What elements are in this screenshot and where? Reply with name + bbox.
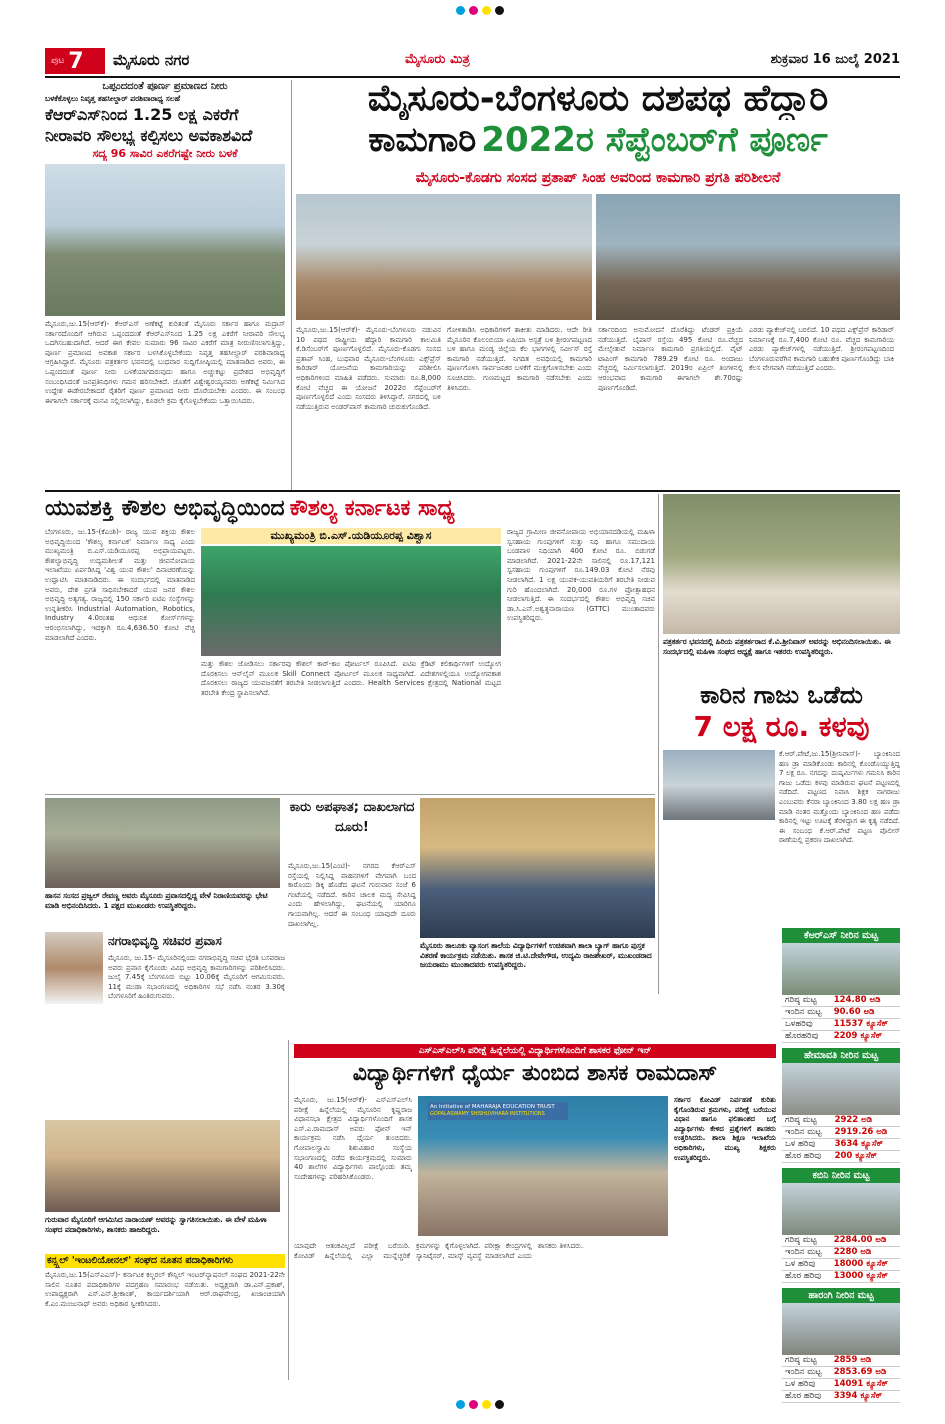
dam-krs-row2-value: 90.60 ಅಡಿ bbox=[831, 1007, 900, 1019]
bags-caption: ಮೈಸೂರು ತಾಲೂಕು ವ್ಯಾಸಂಗ ಶಾಲೆಯ ವಿದ್ಯಾರ್ಥಿಗಳಿಗೆ ಉಚಿತವಾಗಿ ಶಾಲಾ ಬ್ಯಾಗ್ ಹಾಗೂ ಪುಸ್ತಕ ವಿತರಣೆ ಕಾರ್ಯಕ್ರಮ ನಡೆಯಿತು. ಶಾಸಕ ಜಿ.ಟಿ.ದೇವೇಗೌಡ, ಉದ್ಯಮಿ ರಾಜಶೇಖರ್, ಮುಖಂಡರಾದ ಜಯರಾಮು ಮುಂತಾದವರು ಉಪಸ್ಥಿತರಿದ್ದರು. bbox=[420, 941, 652, 969]
krs-headline-line1: ಕೆಆರ್‌ಎಸ್‌ನಿಂದ 1.25 ಲಕ್ಷ ಎಕರೆಗೆ bbox=[45, 105, 239, 124]
skill-mid-body: ಮತ್ತು ಕೌಶಲ ಜೋಡಿಸಲು ಸರ್ಕಾರವು ಕೌಶಲ್ ಕಾರ್-ಕಾಂ ಪೋರ್ಟಲ್ ರೂಪಿಸಿದೆ. ಐಟಿಐ ಕ್ರೆಡಿಟ್ ಕಲಿಕಾರ್ಥಿಗಳಿಗೆ ಉದ್ಯೋಗ ದೊರಕಿಸಲು ಆನ್‌ಲೈನ್ ಮೂಲಕ Skill Connect ಪೋರ್ಟಲ್ ಮೂಲಕ ಸಾಧ್ಯವಾಗಿದೆ. ವಿದೇಶಗಳಲ್ಲಿಯೂ ಉದ್ಯೋಗವಕಾಶ ದೊರಕಿಸಲು ರಾಜ್ಯದ ಯುವಜನತೆಗೆ ತರಬೇತಿ ನೀಡಲಾಗುತ್ತಿದೆ ಎಂದರು. Health Services ಕ್ಷೇತ್ರದಲ್ಲಿ National ಮಟ್ಟದ ತರಬೇತಿ ಕೇಂದ್ರ ಸ್ಥಾಪಿಸಲಾಗಿದೆ. bbox=[201, 660, 501, 697]
krs-deck: ಸದ್ಯ 96 ಸಾವಿರ ಎಕರೆಗಷ್ಟೇ ನೀರು ಬಳಕೆ bbox=[92, 147, 238, 160]
minister-headline: ನಗರಾಭಿವೃದ್ಧಿ ಸಚಿವರ ಪ್ರವಾಸ bbox=[108, 934, 222, 948]
phonein-kicker: ಎಸ್‌ಎಸ್‌ಎಲ್‌ಸಿ ಪರೀಕ್ಷೆ ಹಿನ್ನೆಲೆಯಲ್ಲಿ ವಿದ್ಯಾರ್ಥಿಗಳೊಂದಿಗೆ ಶಾಸಕರ ಫೋನ್ ಇನ್ bbox=[294, 1044, 776, 1058]
dam-krs-row4-label: ಹೊರಹರಿವು bbox=[782, 1031, 831, 1043]
dam-krs-row3-value: 11537 ಕ್ಯೂಸೆಕ್ bbox=[831, 1019, 900, 1031]
dam-harangi-title: ಹಾರಂಗಿ ನೀರಿನ ಮಟ್ಟ bbox=[782, 1288, 900, 1303]
dam-krs-row2-label: ಇಂದಿನ ಮಟ್ಟ bbox=[782, 1007, 831, 1019]
phonein-body-2: ಯಾವುದೇ ಆತಂಕವಿಲ್ಲದೆ ಪರೀಕ್ಷೆ ಬರೆಯಿರಿ. ಕೋವಿಡ್ ಹಿನ್ನೆಲೆಯಲ್ಲಿ ಎಲ್ಲಾ ಮುನ್ನೆಚ್ಚರಿಕೆ ಕ್ರಮಗಳನ್ನು ಕೈಗೊಳ್ಳಲಾಗಿದೆ. ಪರೀಕ್ಷಾ ಕೇಂದ್ರಗಳಲ್ಲಿ ಸ್ಯಾನಿಟೈಸರ್, ಮಾಸ್ಕ್ ವ್ಯವಸ್ಥೆ ಮಾಡಲಾಗಿದೆ ಎಂದು ಶಾಸಕರು ತಿಳಿಸಿದರು. bbox=[294, 1242, 584, 1260]
bags-story bbox=[420, 798, 655, 1001]
photo-left-caption: ಹಾಸನ ಸಂಸದ ಪ್ರಜ್ವಲ್ ರೇವಣ್ಣ ಅವರು ಮೈಸೂರು ಪ್ರವಾಸದಲ್ಲಿದ್ದ ವೇಳೆ ನಿರಾಣಿಯವರನ್ನು ಭೇಟಿ ಮಾಡಿ ಅಭಿನಂದಿಸಿದರು. 1 ಪಕ್ಷದ ಮುಖಂಡರು ಉಪಸ್ಥಿತರಿದ್ದರು. bbox=[45, 891, 268, 910]
photo-left-image bbox=[45, 798, 280, 888]
dam-kabini-title: ಕಬಿನಿ ನೀರಿನ ಮಟ್ಟ bbox=[782, 1168, 900, 1183]
minister-story bbox=[45, 932, 285, 1122]
dam-krs-title: ಕೆಆರ್‌ಎಸ್ ನೀರಿನ ಮಟ್ಟ bbox=[782, 928, 900, 943]
dam-kabini-photo bbox=[782, 1183, 900, 1235]
phonein-banner-line1: An Initiative of MAHARAJA EDUCATION TRUST bbox=[430, 1104, 555, 1110]
skill-headline-black: ಯುವಶಕ್ತಿ ಕೌಶಲ ಅಭಿವೃದ್ಧಿಯಿಂದ bbox=[45, 496, 285, 521]
dam-krs-photo bbox=[782, 943, 900, 995]
col-divider-3 bbox=[288, 1040, 289, 1380]
col-divider-2 bbox=[658, 494, 659, 994]
felicitation-story bbox=[663, 494, 900, 677]
phonein-banner bbox=[428, 1102, 568, 1120]
krs-story bbox=[45, 80, 285, 510]
dam-harangi bbox=[782, 1288, 900, 1403]
dam-hemavathi-row1-label: ಗರಿಷ್ಠ ಮಟ್ಟ bbox=[782, 1115, 832, 1127]
accident-story bbox=[288, 798, 416, 1032]
krs-body: ಮೈಸೂರು,ಜು.15(ಆರ್‌ಕೆ)- ಕೆಆರ್‌ಎಸ್ ಅಣೆಕಟ್ಟೆ ಕುರಿತಂತೆ ಮೈಸೂರು ಸರ್ಕಾರ ಹಾಗೂ ಮದ್ರಾಸ್ ಸರ್ಕಾರದೊಂದಿಗೆ ಆಗಿರುವ ಒಪ್ಪಂದದಂತೆ ಕೆಆರ್‌ಎಸ್‌ನಿಂದ 1.25 ಲಕ್ಷ ಎಕರೆಗೆ ನೀರಾವರಿ ಸೌಲಭ್ಯ ಒದಗಿಸಬಹುದಾಗಿದೆ. ಆದರೆ ಈಗ ಕೇವಲ ಸುಮಾರು 96 ಸಾವಿರ ಎಕರೆಗೆ ಮಾತ್ರ ನೀರುಣಿಸಲಾಗುತ್ತಿದ್ದು, ಪೂರ್ಣ ಪ್ರಮಾಣದ ಅವಕಾಶ ಸರ್ಕಾರ ಬಳಸಿಕೊಳ್ಳಬೇಕೆಂದು ನಿವೃತ್ತ ತಹಸೀಲ್ದಾರ್ ಪರಶಿವಾರಾಧ್ಯ ಆಗ್ರಹಿಸಿದ್ದಾರೆ. ಮೈಸೂರು ಪತ್ರಕರ್ತರ ಭವನದಲ್ಲಿ ಬುಧವಾರ ಸುದ್ದಿಗೋಷ್ಠಿಯಲ್ಲಿ ಮಾತನಾಡಿದ ಅವರು, ಈ ಒಪ್ಪಂದದಂತೆ ಪೂರ್ಣ ನೀರು ಬಳಕೆಯಾಗದಿರುವುದು ಹಾಗೂ ಅಚ್ಚುಕಟ್ಟು ಪ್ರದೇಶದ ಅಭಿವೃದ್ಧಿಗೆ ಸಂಬಂಧಿಸಿದಂತೆ ಜನಪ್ರತಿನಿಧಿಗಳು ಗಮನ ಹರಿಸಬೇಕಿದೆ. ಜೊತೆಗೆ ವಿಶ್ವೇಶ್ವರಯ್ಯನವರು ಅಣೆಕಟ್ಟೆ ನಿರ್ಮಿಸಿದ ಉದ್ದೇಶ ಈಡೇರಬೇಕಾದರೆ ರೈತರಿಗೆ ಪೂರ್ಣ ಪ್ರಮಾಣದ ನೀರು ದೊರೆಯಬೇಕು ಎಂದರು. ಈ ಸಂಬಂಧ ಈಗಾಗಲೇ ಸರ್ಕಾರಕ್ಕೆ ಮನವಿ ಸಲ್ಲಿಸಲಾಗಿದ್ದು, ಕೂಡಲೇ ಕ್ರಮ ಕೈಗೊಳ್ಳಬೇಕೆಂದು ಒತ್ತಾಯಿಸಿದರು. bbox=[45, 320, 285, 405]
issue-date: ಶುಕ್ರವಾರ 16 ಜುಲೈ 2021 bbox=[770, 52, 900, 67]
krs-subkicker: ಬಳಕೆಕೊಳ್ಳಲು ನಿವೃತ್ತ ತಹಸೀಲ್ದಾರ್ ಪರಶಿವಾರಾಧ್ಯ ಸಲಹೆ bbox=[45, 94, 181, 103]
dam-hemavathi-photo bbox=[782, 1063, 900, 1115]
highway-col-3: ಸರ್ಕಾರದಿಂದ ಅನುಮೋದನೆ ದೊರೆತಿದ್ದು ಟೆಂಡರ್ ಪ್ರಕ್ರಿಯೆ ನಡೆಯುತ್ತಿದೆ. ಬೈಪಾಸ್ ರಸ್ತೆಯ 495 ಕೋಟಿ ರೂ.ವೆಚ್ಚದ ಮೇಲ್ಸೇತುವೆ ನಿರ್ಮಾಣ ಕಾಮಗಾರಿ ಪ್ರಗತಿಯಲ್ಲಿದೆ. ವೈಟ್ ಟಾಪಿಂಗ್ ಕಾಮಗಾರಿ 789.29 ಕೋಟಿ ರೂ. ಅಂದಾಜು ವೆಚ್ಚದಲ್ಲಿ ನಿರ್ಮಿಸಲಾಗುತ್ತಿದೆ. 2019ರ ಏಪ್ರಿಲ್ ತಿಂಗಳಿನಲ್ಲಿ ಆರಂಭವಾದ ಕಾಮಗಾರಿ ಈಗಾಗಲೇ ಶೇ.70ರಷ್ಟು ಪೂರ್ಣಗೊಂಡಿದೆ. bbox=[598, 326, 743, 392]
minister-body: ಮೈಸೂರು, ಜು.15- ಮೈಸೂರಿನಲ್ಲಿಂದು ನಗರಾಭಿವೃದ್ಧಿ ಸಚಿವ ಭೈರತಿ ಬಸವರಾಜ ಅವರು ಪ್ರವಾಸ ಕೈಗೊಂಡು ವಿವಿಧ ಅಭಿವೃದ್ಧಿ ಕಾಮಗಾರಿಗಳನ್ನು ಪರಿಶೀಲಿಸಿದರು. ಜುಲೈ 7.45ಕ್ಕೆ ಬೆಂಗಳೂರು ಬಿಟ್ಟು 10.06ಕ್ಕೆ ಮೈಸೂರಿಗೆ ಆಗಮಿಸುವರು. 11ಕ್ಕೆ ಮುಡಾ ಸಭಾಂಗಣದಲ್ಲಿ ಅಧಿಕಾರಿಗಳ ಸಭೆ ನಡೆಸಿ ನಂತರ 3.30ಕ್ಕೆ ಬೆಂಗಳೂರಿಗೆ ಹಿಂತಿರುಗುವರು. bbox=[108, 954, 285, 1001]
dam-kabini-row1-label: ಗರಿಷ್ಠ ಮಟ್ಟ bbox=[782, 1235, 831, 1247]
krs-dam-photo bbox=[45, 164, 285, 316]
skill-deck: ಮುಖ್ಯಮಂತ್ರಿ ಬಿ.ಎಸ್.ಯಡಿಯೂರಪ್ಪ ವಿಶ್ವಾಸ bbox=[201, 528, 501, 544]
felicitation-caption: ಪತ್ರಕರ್ತರ ಭವನದಲ್ಲಿ ಹಿರಿಯ ಪತ್ರಕರ್ತರಾದ ಕೆ.ವಿ.ಶ್ರೀನಿವಾಸ್ ಅವರನ್ನು ಅಭಿನಂದಿಸಲಾಯಿತು. ಈ ಸಂದರ್ಭದಲ್ಲಿ ಮಹಿಳಾ ಸಂಘದ ಅಧ್ಯಕ್ಷೆ ಹಾಗೂ ಇತರರು ಉಪಸ್ಥಿತರಿದ್ದರು. bbox=[663, 637, 891, 656]
page-number: 7 bbox=[68, 48, 84, 74]
skill-center bbox=[201, 528, 501, 766]
minister-photo bbox=[45, 932, 103, 1004]
highway-inspection-photo bbox=[596, 194, 900, 320]
temple-caption: ಗುರುವಾರ ಮೈಸೂರಿಗೆ ಆಗಮಿಸಿದ ನಾರಾಯಣ್ ಅವರನ್ನು ಸ್ವಾಗತಿಸಲಾಯಿತು. ಈ ವೇಳೆ ಮಹಿಳಾ ಸಂಘದ ಪದಾಧಿಕಾರಿಗಳು, ಶಾಸಕರು ಹಾಜರಿದ್ದರು. bbox=[45, 1215, 267, 1234]
dam-hemavathi-row2-label: ಇಂದಿನ ಮಟ್ಟ bbox=[782, 1127, 832, 1139]
bags-photo bbox=[420, 798, 655, 938]
photo-left-story bbox=[45, 798, 280, 931]
highway-col-2: ಗೋಳಿತಾಡಿಸಿ ಅಧಿಕಾರಿಗಳಿಗೆ ತಾಕೀತು ಮಾಡಿದರು. ಆದೇ ರೀತಿ ಮೈಸೂರಿನ ಕೊಲಂಬಿಯಾ ಏಷಿಯಾ ಆಸ್ಪತ್ರೆ ಬಳಿ ಶ್ರೀರಂಗಪಟ್ಟಣದ ಬಳಿ ಹಾಗೂ ಮಂಡ್ಯ ಜಿಲ್ಲೆಯ ಕೆಲ ಭಾಗಗಳಲ್ಲಿ ಸರ್ವೀಸ್ ರಸ್ತೆ ಕಾಮಗಾರಿ ನಡೆಯುತ್ತಿದೆ. ನಿಗದಿತ ಅವಧಿಯಲ್ಲಿ ಕಾಮಗಾರಿ ಪೂರ್ಣಗೊಳಿಸಿ ಸಾರ್ವಜನಿಕರ ಬಳಕೆಗೆ ಮುಕ್ತಗೊಳಿಸಬೇಕು ಎಂದು ಸೂಚಿಸಿದರು. ಗುಣಮಟ್ಟದ ಕಾಮಗಾರಿ ನಡೆಸಬೇಕು ಎಂದು ತಿಳಿಸಿದರು. bbox=[447, 326, 592, 392]
dam-krs bbox=[782, 928, 900, 1043]
skill-right-body: ರಾಜ್ಯದ ಗ್ರಾಮೀಣ ಜೀವನೋಪಾಯ ಅಭಿಯಾನದಡಿಯಲ್ಲಿ ಮಹಿಳಾ ಸ್ವಸಹಾಯ ಗುಂಪುಗಳಿಗೆ ಸುತ್ತು ನಿಧಿ ಹಾಗೂ ಸಮುದಾಯ ಬಂಡವಾಳ ನಿಧಿಯಾಗಿ 400 ಕೋಟಿ ರೂ. ಬಿಡುಗಡೆ ಮಾಡಲಾಗಿದೆ. 2021-22ನೇ ಸಾಲಿನಲ್ಲಿ ರೂ.17,121 ಸ್ವಸಹಾಯ ಗುಂಪುಗಳಿಗೆ ರೂ.149.03 ಕೋಟಿ ನೆರವು ನೀಡಲಾಗಿದೆ. 1 ಲಕ್ಷ ಯುವಕ-ಯುವತಿಯರಿಗೆ ತರಬೇತಿ ನೀಡುವ ಗುರಿ ಹೊಂದಲಾಗಿದೆ. 20,000 ರೂ.ಗಳ ಪ್ರೋತ್ಸಾಹಧನ ನೀಡಲಾಗುತ್ತಿದೆ. ಈ ಸಂದರ್ಭದಲ್ಲಿ ಕೌಶಲ ಅಭಿವೃದ್ಧಿ ಸಚಿವ ಡಾ.ಸಿ.ಎನ್.ಅಶ್ವತ್ಥನಾರಾಯಣ (GTTC) ಮುಂತಾದವರು ಉಪಸ್ಥಿತರಿದ್ದರು. bbox=[507, 528, 655, 623]
skill-award-photo bbox=[201, 546, 501, 656]
highway-col-1: ಮೈಸೂರು,ಜು.15(ಆರ್‌ಕೆ)- ಮೈಸೂರು-ಬೆಂಗಳೂರು ನಡುವಿನ 10 ಪಥದ ರಾಷ್ಟ್ರೀಯ ಹೆದ್ದಾರಿ ಕಾಮಗಾರಿ ಕಾಲಮಿತಿ ಕೆ.ಡಿಸೆಂಬರ್‌ಗೆ ಪೂರ್ಣಗೊಳ್ಳಲಿದೆ. ಮೈಸೂರು-ಕೊಡಗು ಸಂಸದ ಪ್ರತಾಪ್ ಸಿಂಹ, ಬುಧವಾರ ಮೈಸೂರು-ಬೆಂಗಳೂರು ಎಕ್ಸ್‌ಪ್ರೆಸ್ ಕಾರಿಡಾರ್ ಯೋಜನೆಯ ಕಾಮಗಾರಿಯನ್ನು ಪರಿಶೀಲಿಸಿ ಅಧಿಕಾರಿಗಳಿಂದ ಮಾಹಿತಿ ಪಡೆದರು. ಸುಮಾರು ರೂ.8,000 ಕೋಟಿ ವೆಚ್ಚದ ಈ ಯೋಜನೆ 2022ರ ಸೆಪ್ಟೆಂಬರ್‌ಗೆ ಪೂರ್ಣಗೊಳ್ಳಲಿದೆ ಎಂದು ಸಂಸದರು ತಿಳಿಸಿದ್ದಾರೆ. ನಗರದಲ್ಲಿ ಬಳಿ ನಡೆಯುತ್ತಿರುವ ಅಂಡರ್‌ಪಾಸ್ ಕಾಮಗಾರಿ ಚುರುಕುಗೊಂಡಿದೆ. bbox=[296, 326, 441, 411]
temple-photo bbox=[45, 1120, 280, 1212]
dam-harangi-row3-label: ಒಳ ಹರಿವು bbox=[782, 1379, 831, 1391]
dam-hemavathi-row3-value: 3634 ಕ್ಯೂಸೆಕ್ bbox=[832, 1139, 900, 1151]
page-label: ಪುಟ bbox=[51, 56, 65, 66]
highway-headline-line1: ಮೈಸೂರು-ಬೆಂಗಳೂರು ದಶಪಥ ಹೆದ್ದಾರಿ bbox=[367, 78, 829, 119]
dam-harangi-row4-label: ಹೊರ ಹರಿವು bbox=[782, 1391, 831, 1403]
section-name: ಮೈಸೂರು ನಗರ bbox=[113, 51, 190, 69]
dam-kabini-row2-label: ಇಂದಿನ ಮಟ್ಟ bbox=[782, 1247, 831, 1259]
registration-marks-top bbox=[420, 6, 540, 18]
dam-hemavathi-row2-value: 2919.26 ಅಡಿ bbox=[832, 1127, 900, 1139]
dam-kabini-row4-label: ಹೊರ ಹರಿವು bbox=[782, 1271, 831, 1283]
phonein-story bbox=[294, 1044, 776, 1260]
phonein-body-1: ಮೈಸೂರು, ಜು.15(ಆರ್‌ಕೆ)- ಎಸ್‌ಎಸ್‌ಎಲ್‌ಸಿ ಪರೀಕ್ಷೆ ಹಿನ್ನೆಲೆಯಲ್ಲಿ ಮೈಸೂರಿನ ಕೃಷ್ಣರಾಜ ವಿಧಾನಸಭಾ ಕ್ಷೇತ್ರದ ವಿದ್ಯಾರ್ಥಿಗಳೊಂದಿಗೆ ಶಾಸಕ ಎಸ್.ಎ.ರಾಮದಾಸ್ ಅವರು ಫೋನ್ ಇನ್ ಕಾರ್ಯಕ್ರಮ ನಡೆಸಿ ಧೈರ್ಯ ತುಂಬಿದರು. ಗೋಪಾಲಸ್ವಾಮಿ ಶಿಶುವಿಹಾರ ಸಂಸ್ಥೆಯ ಸಭಾಂಗಣದಲ್ಲಿ ನಡೆದ ಕಾರ್ಯಕ್ರಮದಲ್ಲಿ ಸುಮಾರು 40 ಶಾಲೆಗಳ ವಿದ್ಯಾರ್ಥಿಗಳು ಪಾಲ್ಗೊಂಡು ತಮ್ಮ ಸಂದೇಹಗಳನ್ನು ಪರಿಹರಿಸಿಕೊಂಡರು. bbox=[294, 1096, 412, 1181]
accident-headline: ಕಾರು ಅಪಘಾತ; ದಾಖಲಾಗದ ದೂರು! bbox=[289, 800, 415, 835]
skill-right-column bbox=[507, 528, 655, 760]
dam-hemavathi-table bbox=[782, 1115, 900, 1163]
dam-harangi-table bbox=[782, 1355, 900, 1403]
dam-kabini-row4-value: 13000 ಕ್ಯೂಸೆಕ್ bbox=[831, 1271, 900, 1283]
dam-kabini-row3-label: ಒಳ ಹರಿವು bbox=[782, 1259, 831, 1271]
felicitation-photo bbox=[663, 494, 900, 634]
dam-kabini-table bbox=[782, 1235, 900, 1283]
highway-headline-line2b: 2022ರ ಸೆಪ್ಟೆಂಬರ್‌ಗೆ ಪೂರ್ಣ bbox=[481, 120, 828, 160]
dam-kabini-row2-value: 2280 ಅಡಿ bbox=[831, 1247, 900, 1259]
dam-krs-table bbox=[782, 995, 900, 1043]
temple-story bbox=[45, 1120, 280, 1245]
krs-kicker: ಒಪ್ಪಂದದಂತೆ ಪೂರ್ಣ ಪ್ರಮಾಣದ ನೀರು bbox=[102, 81, 228, 92]
phonein-photo-frame bbox=[418, 1096, 668, 1236]
page-number-box bbox=[45, 48, 105, 74]
dam-krs-row1-value: 124.80 ಅಡಿ bbox=[831, 995, 900, 1007]
dam-levels bbox=[782, 928, 900, 1403]
dam-harangi-row4-value: 3394 ಕ್ಯೂಸೆಕ್ bbox=[831, 1391, 900, 1403]
dam-krs-row4-value: 2209 ಕ್ಯೂಸೆಕ್ bbox=[831, 1031, 900, 1043]
registration-marks-bottom bbox=[410, 1400, 550, 1412]
highway-deck: ಮೈಸೂರು-ಕೊಡಗು ಸಂಸದ ಪ್ರತಾಪ್ ಸಿಂಹ ಅವರಿಂದ ಕಾಮಗಾರಿ ಪ್ರಗತಿ ಪರಿಶೀಲನೆ bbox=[415, 170, 781, 186]
theft-car-photo bbox=[663, 750, 775, 820]
accident-body: ಮೈಸೂರು,ಜು.15(ಎಂಟಿ)- ನಗರದ ಕೆಆರ್‌ಎಸ್ ರಸ್ತೆಯಲ್ಲಿ ನಿಲ್ಲಿಸಿದ್ದ ವಾಹನಗಳಿಗೆ ವೇಗವಾಗಿ ಬಂದ ಕಾರೊಂದು ಡಿಕ್ಕಿ ಹೊಡೆದ ಘಟನೆ ಗುರುವಾರ ಸಂಜೆ 6 ಗಂಟೆಯಲ್ಲಿ ನಡೆದಿದೆ. ಕಾರಿನ ಚಾಲಕ ಮದ್ಯ ಸೇವಿಸಿದ್ದ ಎಂದು ಹೇಳಲಾಗಿದ್ದು, ಘಟನೆಯಲ್ಲಿ ಯಾರಿಗೂ ಗಾಯವಾಗಿಲ್ಲ. ಆದರೆ ಈ ಸಂಬಂಧ ಯಾವುದೇ ದೂರು ದಾಖಲಾಗಿಲ್ಲ. bbox=[288, 862, 416, 928]
rotary-body: ಮೈಸೂರು,ಜು.15(ಎಸ್‌ಎಎಸ್)- ಕರ್ನಾಟಕ ಕಲ್ಚರಲ್ ಕೌನ್ಸಿಲ್ ಇಂಟರ್‌ನ್ಯಾಷನಲ್ ಸಂಘದ 2021-22ನೇ ಸಾಲಿನ ನೂತನ ಪದಾಧಿಕಾರಿಗಳ ಪದಗ್ರಹಣ ಸಮಾರಂಭ ನಡೆಯಿತು. ಅಧ್ಯಕ್ಷರಾಗಿ ಡಾ.ಎನ್.ಪ್ರಕಾಶ್, ಉಪಾಧ್ಯಕ್ಷರಾಗಿ ಎಸ್.ಎನ್.ಶ್ರೀಕಾಂತ್, ಕಾರ್ಯದರ್ಶಿಯಾಗಿ ಆರ್.ರಾಘವೇಂದ್ರ, ಖಜಾಂಚಿಯಾಗಿ ಕೆ.ಎಂ.ಮಂಜುನಾಥ್ ಅವರು ಅಧಿಕಾರ ಸ್ವೀಕರಿಸಿದರು. bbox=[45, 1271, 285, 1308]
dam-hemavathi-row1-value: 2922 ಅಡಿ bbox=[832, 1115, 900, 1127]
dam-kabini-row3-value: 18000 ಕ್ಯೂಸೆಕ್ bbox=[831, 1259, 900, 1271]
dam-hemavathi-row4-label: ಹೊರ ಹರಿವು bbox=[782, 1151, 832, 1163]
dam-harangi-row1-label: ಗರಿಷ್ಠ ಮಟ್ಟ bbox=[782, 1355, 831, 1367]
masthead: ಮೈಸೂರು ಮಿತ್ರ bbox=[405, 52, 470, 67]
dam-harangi-row3-value: 14091 ಕ್ಯೂಸೆಕ್ bbox=[831, 1379, 900, 1391]
dam-harangi-row1-value: 2859 ಅಡಿ bbox=[831, 1355, 900, 1367]
skill-left-body: ಬೆಂಗಳೂರು, ಜು.15-(ಕೆಎಂಶಿ)- ರಾಜ್ಯ ಯುವ ಶಕ್ತಿಯ ಕೌಶಲ ಅಭಿವೃದ್ಧಿಯಿಂದ 'ಕೌಶಲ್ಯ ಕರ್ನಾಟಕ' ನಿರ್ಮಾಣ ಸಾಧ್ಯ ಎಂದು ಮುಖ್ಯಮಂತ್ರಿ ಬಿ.ಎಸ್.ಯಡಿಯೂರಪ್ಪ ಅಭಿಪ್ರಾಯಪಟ್ಟರು. ಕೌಶಲ್ಯಾಭಿವೃದ್ಧಿ ಉದ್ಯಮಶೀಲತೆ ಮತ್ತು ಜೀವನೋಪಾಯ ಇಲಾಖೆಯು ಏರ್ಪಡಿಸಿದ್ದ 'ವಿಶ್ವ ಯುವ ಕೌಶಲ' ದಿನಾಚರಣೆಯನ್ನು ಉದ್ಘಾಟಿಸಿ ಮಾತನಾಡಿದರು. ಈ ಸಂದರ್ಭದಲ್ಲಿ ಮಾತನಾಡಿದ ಅವರು, ದೇಶ ಪ್ರಗತಿ ಸಾಧಿಸಬೇಕಾದರೆ ಯುವ ಜನರ ಕೌಶಲ ಅಭಿವೃದ್ಧಿ ಅತ್ಯಗತ್ಯ. ರಾಜ್ಯದಲ್ಲಿ 150 ಸರ್ಕಾರಿ ಐಟಿಐ ಸಂಸ್ಥೆಗಳನ್ನು ಉನ್ನತೀಕರಿಸಿ Industrial Automation, Robotics, Industry 4.0ರಂತಹ ಆಧುನಿಕ ಕೋರ್ಸ್‌ಗಳನ್ನು ಆರಂಭಿಸಲಾಗಿದ್ದು, ಇದಕ್ಕಾಗಿ ರೂ.4,636.50 ಕೋಟಿ ವೆಚ್ಚ ಮಾಡಲಾಗಿದೆ ಎಂದರು. bbox=[45, 528, 195, 642]
dam-hemavathi-row4-value: 200 ಕ್ಯೂಸೆಕ್ bbox=[832, 1151, 900, 1163]
phonein-side: ಸರ್ಕಾರ ಕೋವಿಡ್ ನಿರ್ವಹಣೆ ಕುರಿತು ಕೈಗೊಂಡಿರುವ ಕ್ರಮಗಳು, ಪರೀಕ್ಷೆ ಬರೆಯುವ ವಿಧಾನ ಹಾಗೂ ಫಲಿತಾಂಶದ ಬಗ್ಗೆ ವಿದ್ಯಾರ್ಥಿಗಳು ಕೇಳಿದ ಪ್ರಶ್ನೆಗಳಿಗೆ ಶಾಸಕರು ಉತ್ತರಿಸಿದರು. ಶಾಲಾ ಶಿಕ್ಷಣ ಇಲಾಖೆಯ ಅಧಿಕಾರಿಗಳು, ಮುಖ್ಯ ಶಿಕ್ಷಕರು ಉಪಸ್ಥಿತರಿದ್ದರು. bbox=[674, 1096, 776, 1162]
dam-harangi-photo bbox=[782, 1303, 900, 1355]
dam-kabini bbox=[782, 1168, 900, 1283]
dam-krs-row3-label: ಒಳಹರಿವು bbox=[782, 1019, 831, 1031]
rotary-story bbox=[45, 1254, 285, 1387]
highway-flyover-photo bbox=[296, 194, 592, 320]
highway-headline-line2a: ಕಾಮಗಾರಿ bbox=[368, 120, 477, 160]
dam-hemavathi bbox=[782, 1048, 900, 1163]
skill-story bbox=[45, 494, 655, 794]
skill-left-column bbox=[45, 528, 195, 760]
highway-col-4: ಎರಡು ಪ್ಯಾಕೇಜ್‌ನಲ್ಲಿ ಬರಲಿದೆ. 10 ಪಥದ ಎಕ್ಸ್‌ಪ್ರೆಸ್ ಕಾರಿಡಾರ್ ನಿರ್ಮಾಣಕ್ಕೆ ರೂ.7,400 ಕೋಟಿ ರೂ. ವೆಚ್ಚದ ಕಾಮಗಾರಿಯ ಎರಡು ಪ್ಯಾಕೇಜ್‌ಗಳಲ್ಲಿ ನಡೆಯುತ್ತಿದೆ. ಶ್ರೀರಂಗಪಟ್ಟಣದಿಂದ ಬೆಂಗಳೂರುವರೆಗಿನ ಕಾಮಗಾರಿ ಬಹುತೇಕ ಪೂರ್ಣಗೊಂಡಿದ್ದು ಬಾಕಿ ಕೆಲಸ ವೇಗವಾಗಿ ನಡೆಯುತ್ತಿದೆ ಎಂದರು. bbox=[749, 326, 894, 373]
dam-krs-row1-label: ಗರಿಷ್ಠ ಮಟ್ಟ bbox=[782, 995, 831, 1007]
section-rule-1 bbox=[45, 490, 900, 492]
page-header bbox=[45, 48, 900, 74]
phonein-banner-line2: GOPALASWAMY SHISHUVIHARA INSTITUTIONS bbox=[430, 1111, 545, 1117]
highway-story bbox=[296, 78, 900, 490]
krs-headline-line2: ನೀರಾವರಿ ಸೌಲಭ್ಯ ಕಲ್ಪಿಸಲು ಅವಕಾಶವಿದೆ bbox=[45, 126, 253, 145]
dam-kabini-row1-value: 2284.00 ಅಡಿ bbox=[831, 1235, 900, 1247]
phonein-headline: ವಿದ್ಯಾರ್ಥಿಗಳಿಗೆ ಧೈರ್ಯ ತುಂಬಿದ ಶಾಸಕ ರಾಮದಾಸ್ bbox=[352, 1061, 718, 1086]
theft-body: ಕೆ.ಆರ್.ಪೇಟೆ,ಜು.15(ಶ್ರೀನಿವಾಸ್)- ಬ್ಯಾಂಕಿನಿಂದ ಹಣ ಡ್ರಾ ಮಾಡಿಕೊಂಡು ಕಾರಿನಲ್ಲಿ ಕೊಂಡೊಯ್ಯುತ್ತಿದ್ದ 7 ಲಕ್ಷ ರೂ. ನಗದನ್ನು ದುಷ್ಕರ್ಮಿಗಳು ಗಮನಿಸಿ ಕಾರಿನ ಗಾಜು ಒಡೆದು ಕಳವು ಮಾಡಿರುವ ಘಟನೆ ಪಟ್ಟಣದಲ್ಲಿ ನಡೆದಿದೆ. ಪಟ್ಟಣದ ನಿವಾಸಿ ಶಿಕ್ಷಕ ನಾಗರಾಜು ಎಂಬುವರು ಕೆನರಾ ಬ್ಯಾಂಕಿನಿಂದ 3.80 ಲಕ್ಷ ಹಣ ಡ್ರಾ ಮಾಡಿ ನಂತರ ಮತ್ತೊಂದು ಬ್ಯಾಂಕಿನಿಂದ ಹಣ ಪಡೆದು ಕಾರಿನಲ್ಲಿ ಇಟ್ಟು ಊಟಕ್ಕೆ ತೆರಳಿದ್ದಾಗ ಈ ಕೃತ್ಯ ನಡೆದಿದೆ. ಈ ಸಂಬಂಧ ಕೆ.ಆರ್.ಪೇಟೆ ಪಟ್ಟಣ ಪೊಲೀಸ್ ಠಾಣೆಯಲ್ಲಿ ಪ್ರಕರಣ ದಾಖಲಾಗಿದೆ. bbox=[779, 750, 900, 845]
theft-headline-line2: 7 ಲಕ್ಷ ರೂ. ಕಳವು bbox=[693, 710, 870, 743]
dam-hemavathi-title: ಹೇಮಾವತಿ ನೀರಿನ ಮಟ್ಟ bbox=[782, 1048, 900, 1063]
skill-headline-red: ಕೌಶಲ್ಯ ಕರ್ನಾಟಕ ಸಾಧ್ಯ bbox=[289, 496, 455, 521]
dam-harangi-row2-value: 2853.69 ಅಡಿ bbox=[831, 1367, 900, 1379]
col-divider-1 bbox=[291, 80, 292, 490]
dam-hemavathi-row3-label: ಒಳ ಹರಿವು bbox=[782, 1139, 832, 1151]
section-rule-2 bbox=[45, 794, 655, 795]
theft-headline-line1: ಕಾರಿನ ಗಾಜು ಒಡೆದು bbox=[700, 681, 863, 709]
dam-harangi-row2-label: ಇಂದಿನ ಮಟ್ಟ bbox=[782, 1367, 831, 1379]
rotary-headline: ಕನ್ಸ್ಟ್ರಲ್ 'ಇಂಟಲಿಯೋನಲ್' ಸಂಘದ ನೂತನ ಪದಾಧಿಕಾರಿಗಳು bbox=[45, 1254, 285, 1268]
